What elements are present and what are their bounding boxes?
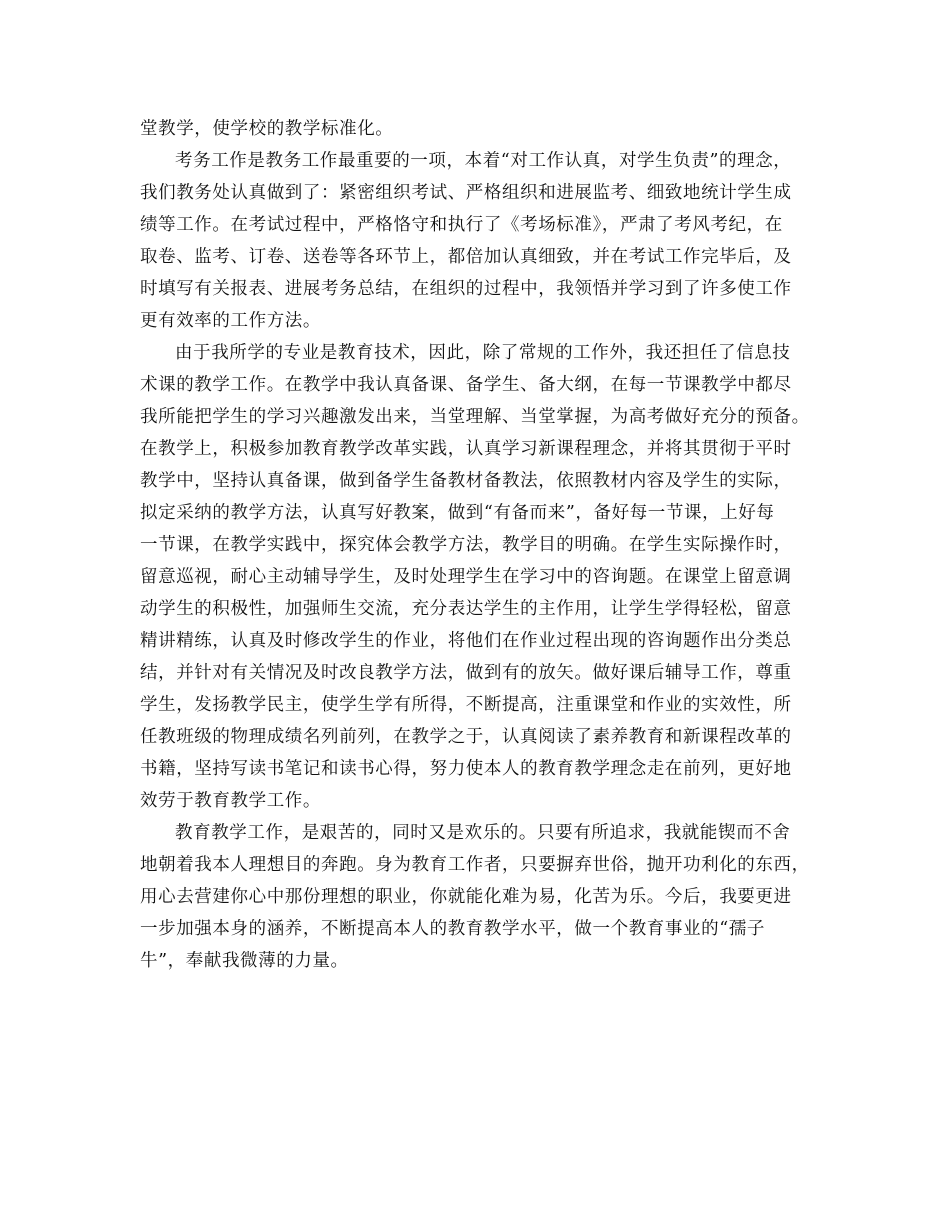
text-line: 书籍，坚持写读书笔记和读书心得，努力使本人的教育教学理念走在前列，更好地 [140, 759, 792, 779]
text-line: 动学生的积极性，加强师生交流，充分表达学生的主作用，让学生学得轻松，留意 [140, 599, 792, 619]
text-line: 任教班级的物理成绩名列前列，在教学之于，认真阅读了素养教育和新课程改革的 [140, 727, 792, 747]
paragraph-first-line: 由于我所学的专业是教育技术，因此，除了常规的工作外，我还担任了信息技 [175, 343, 791, 363]
text-line: 时填写有关报表、进展考务总结，在组织的过程中，我领悟并学习到了许多使工作 [140, 279, 792, 299]
text-line: 拟定采纳的教学方法，认真写好教案，做到“有备而来”，备好每一节课，上好每 [140, 503, 775, 523]
text-line: 在教学上，积极参加教育教学改革实践，认真学习新课程理念，并将其贯彻于平时 [140, 439, 792, 459]
text-line: 术课的教学工作。在教学中我认真备课、备学生、备大纲，在每一节课教学中都尽 [140, 375, 792, 395]
text-line: 地朝着我本人理想目的奔跑。身为教育工作者，只要摒弃世俗，抛开功利化的东西， [140, 855, 810, 875]
text-line: 牛”，奉献我微薄的力量。 [140, 951, 349, 971]
text-line: 一节课，在教学实践中，探究体会教学方法，教学目的明确。在学生实际操作时， [140, 535, 792, 555]
text-line: 学生，发扬教学民主，使学生学有所得，不断提高，注重课堂和作业的实效性，所 [140, 695, 792, 715]
text-line: 精讲精练，认真及时修改学生的作业，将他们在作业过程出现的咨询题作出分类总 [140, 631, 792, 651]
text-line: 用心去营建你心中那份理想的职业，你就能化难为易，化苦为乐。今后，我要更进 [140, 887, 792, 907]
text-line: 一步加强本身的涵养，不断提高本人的教育教学水平，做一个教育事业的“孺子 [140, 919, 765, 939]
text-line: 堂教学，使学校的教学标准化。 [140, 119, 394, 139]
paragraph-first-line: 考务工作是教务工作最重要的一项，本着“对工作认真，对学生负责”的理念， [175, 151, 792, 171]
text-line: 我们教务处认真做到了：紧密组织考试、严格组织和进展监考、细致地统计学生成 [140, 183, 792, 203]
text-line: 我所能把学生的学习兴趣激发出来，当堂理解、当堂掌握，为高考做好充分的预备。 [140, 407, 810, 427]
text-line: 结，并针对有关情况及时改良教学方法，做到有的放矢。做好课后辅导工作，尊重 [140, 663, 792, 683]
text-line: 取卷、监考、订卷、送卷等各环节上，都倍加认真细致，并在考试工作完毕后，及 [140, 247, 792, 267]
text-line: 效劳于教育教学工作。 [140, 791, 321, 811]
document-body [140, 113, 840, 977]
paragraph-first-line: 教育教学工作，是艰苦的，同时又是欢乐的。只要有所追求，我就能锲而不舍 [175, 823, 791, 843]
text-line: 教学中，坚持认真备课，做到备学生备教材备教法，依照教材内容及学生的实际， [140, 471, 792, 491]
text-line: 更有效率的工作方法。 [140, 311, 321, 331]
text-line: 绩等工作。在考试过程中，严格恪守和执行了《考场标准》，严肃了考风考纪，在 [140, 215, 783, 235]
text-line: 留意巡视，耐心主动辅导学生，及时处理学生在学习中的咨询题。在课堂上留意调 [140, 567, 792, 587]
